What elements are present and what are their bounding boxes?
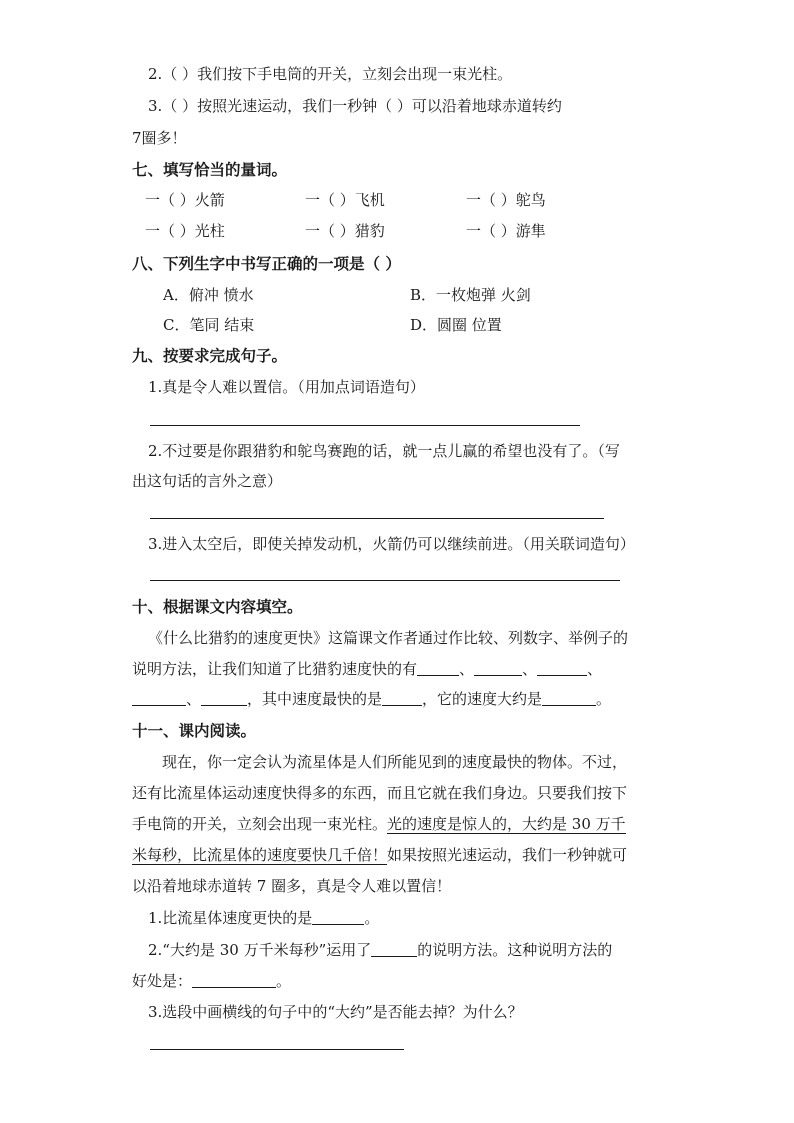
blank[interactable] bbox=[192, 986, 276, 988]
q7-item: 一（ ）飞机 bbox=[305, 191, 385, 209]
q8-title: 八、下列生字中书写正确的一项是（ ） bbox=[132, 255, 401, 273]
answer-line[interactable] bbox=[150, 518, 604, 519]
blank[interactable] bbox=[312, 923, 364, 925]
q11-sub2-line1: 2.“大约是 30 万千米每秒”运用了 的说明方法。这种说明方法的 bbox=[148, 941, 613, 959]
blank[interactable] bbox=[371, 955, 417, 957]
blank[interactable] bbox=[132, 704, 186, 706]
q9-title: 九、按要求完成句子。 bbox=[132, 347, 288, 365]
q10-line1: 《什么比猎豹的速度更快》这篇课文作者通过作比较、列数字、举例子的 bbox=[148, 629, 629, 647]
q7-item: 一（ ）游隼 bbox=[466, 222, 546, 240]
q11-title: 十一、课内阅读。 bbox=[132, 722, 257, 740]
q7-item: 一（ ）猎豹 bbox=[305, 222, 385, 240]
q9-item1: 1.真是令人难以置信。（用加点词语造句） bbox=[148, 378, 425, 396]
q7-title: 七、填写恰当的量词。 bbox=[132, 161, 288, 179]
blank[interactable] bbox=[417, 674, 459, 676]
q8-option-d: D．圆圈 位置 bbox=[410, 316, 502, 334]
underlined-sentence: 米每秒，比流星体的速度要快几千倍！ bbox=[132, 846, 388, 864]
q6-item3-line2: 7圈多！ bbox=[132, 129, 187, 147]
q8-option-c: C．笔同 结束 bbox=[163, 316, 255, 334]
q10-line2: 说明方法，让我们知道了比猎豹速度快的有 、 、 、 bbox=[132, 660, 603, 678]
passage-line: 现在，你一定会认为流星体是人们所能见到的速度最快的物体。不过， bbox=[162, 753, 628, 771]
answer-line[interactable] bbox=[150, 580, 620, 581]
q6-item3-line1: 3.（ ）按照光速运动，我们一秒钟（ ）可以沿着地球赤道转约 bbox=[148, 97, 562, 115]
q8-option-b: B．一枚炮弹 火剑 bbox=[410, 286, 531, 304]
q8-option-a: A．俯冲 愤水 bbox=[163, 286, 254, 304]
q7-item: 一（ ）火箭 bbox=[145, 191, 225, 209]
passage-line: 米每秒，比流星体的速度要快几千倍！如果按照光速运动，我们一秒钟就可 bbox=[132, 846, 628, 864]
q9-item3: 3.进入太空后，即使关掉发动机，火箭仍可以继续前进。（用关联词造句） bbox=[148, 535, 635, 553]
blank[interactable] bbox=[382, 704, 422, 706]
blank[interactable] bbox=[201, 704, 247, 706]
passage-line: 还有比流星体运动速度快得多的东西，而且它就在我们身边。只要我们按下 bbox=[132, 784, 628, 802]
q11-sub3: 3.选段中画横线的句子中的“大约”是否能去掉？为什么？ bbox=[148, 1003, 523, 1021]
blank[interactable] bbox=[542, 704, 596, 706]
passage-line: 手电筒的开关，立刻会出现一束光柱。光的速度是惊人的，大约是 30 万千 bbox=[132, 815, 626, 833]
answer-line[interactable] bbox=[150, 425, 580, 426]
q6-item2: 2.（ ）我们按下手电筒的开关，立刻会出现一束光柱。 bbox=[148, 65, 513, 83]
blank[interactable] bbox=[474, 674, 522, 676]
q10-line3: 、 ，其中速度最快的是 ，它的速度大约是 。 bbox=[132, 689, 611, 709]
q9-item2-line1: 2.不过要是你跟猎豹和鸵鸟赛跑的话，就一点儿赢的希望也没有了。（写 bbox=[148, 442, 620, 460]
underlined-sentence: 光的速度是惊人的，大约是 30 万千 bbox=[387, 815, 626, 833]
blank[interactable] bbox=[537, 674, 587, 676]
q10-title: 十、根据课文内容填空。 bbox=[132, 598, 303, 616]
q7-item: 一（ ）鸵鸟 bbox=[466, 191, 546, 209]
q7-item: 一（ ）光柱 bbox=[145, 222, 225, 240]
q11-sub1: 1.比流星体速度更快的是 。 bbox=[148, 909, 380, 927]
answer-line[interactable] bbox=[150, 1049, 404, 1050]
q9-item2-line2: 出这句话的言外之意） bbox=[132, 472, 283, 490]
passage-line: 以沿着地球赤道转 7 圈多，真是令人难以置信！ bbox=[132, 877, 452, 895]
q11-sub2-line2: 好处是： 。 bbox=[132, 972, 292, 990]
